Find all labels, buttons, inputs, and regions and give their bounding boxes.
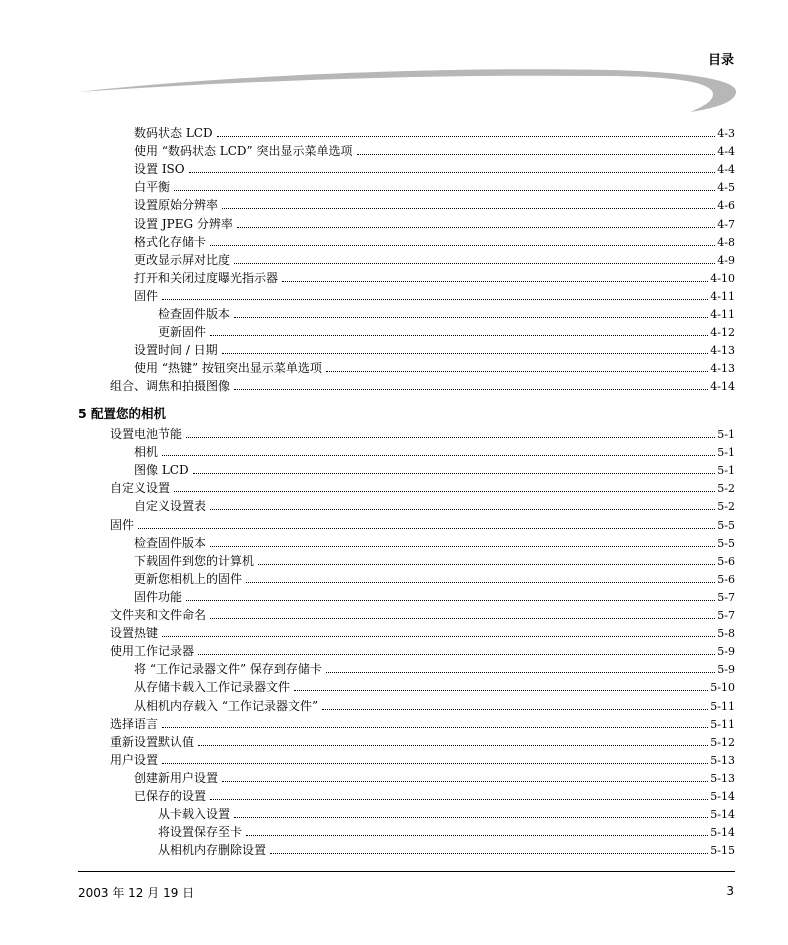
- footer-page-number: 3: [726, 884, 734, 898]
- toc-leader-dots: [222, 781, 708, 782]
- toc-entry[interactable]: [110, 606, 735, 624]
- toc-entry[interactable]: [134, 461, 735, 479]
- toc-entry[interactable]: [110, 715, 735, 733]
- toc-entry[interactable]: [158, 805, 735, 823]
- toc-entry-label: 设置 JPEG 分辨率: [134, 216, 233, 231]
- toc-entry-page: 5-1: [717, 464, 735, 478]
- toc-leader-dots: [162, 727, 708, 728]
- toc-entry[interactable]: [134, 196, 735, 214]
- toc-entry-label: 更新固件: [158, 325, 207, 340]
- toc-leader-dots: [282, 281, 708, 282]
- toc-entry-label: 将设置保存至卡: [158, 825, 243, 840]
- toc-leader-dots: [138, 528, 715, 529]
- toc-leader-dots: [326, 672, 715, 673]
- toc-entry[interactable]: [134, 588, 735, 606]
- toc-entry-page: 5-9: [717, 663, 735, 677]
- toc-leader-dots: [174, 491, 715, 492]
- toc-entry-page: 4-8: [717, 235, 735, 249]
- toc-entry[interactable]: [134, 359, 735, 377]
- toc-leader-dots: [162, 636, 715, 637]
- toc-entry-page: 4-10: [710, 271, 735, 285]
- toc-leader-dots: [322, 709, 708, 710]
- toc-entry-label: 固件: [110, 517, 135, 532]
- toc-entry[interactable]: [134, 787, 735, 805]
- toc-entry-label: 文件夹和文件命名: [110, 608, 207, 622]
- toc-entry-page: 4-6: [717, 199, 735, 213]
- toc-entry-label: 使用工作记录器: [110, 644, 195, 659]
- toc-leader-dots: [294, 690, 708, 691]
- toc-leader-dots: [210, 335, 708, 336]
- toc-entry-label: 创建新用户设置: [134, 770, 219, 785]
- toc-entry[interactable]: [110, 479, 735, 497]
- toc-entry[interactable]: [134, 697, 735, 715]
- toc-entry-page: 5-1: [717, 446, 735, 460]
- toc-entry-page: 4-4: [717, 163, 735, 177]
- toc-entry-label: 图像 LCD: [134, 463, 189, 478]
- toc-entry-label: 设置时间 / 日期: [134, 343, 218, 358]
- toc-entry[interactable]: [134, 443, 735, 461]
- toc-entry[interactable]: [134, 178, 735, 196]
- toc-entry-page: 5-9: [717, 645, 735, 659]
- toc-entry[interactable]: [134, 251, 735, 269]
- toc-entry-label: 更新您相机上的固件: [134, 571, 243, 586]
- toc-entry[interactable]: [134, 570, 735, 588]
- toc-entry-page: 5-2: [717, 482, 735, 496]
- toc-entry[interactable]: [110, 624, 735, 642]
- toc-entry[interactable]: [158, 841, 735, 859]
- toc-entry-page: 5-7: [717, 590, 735, 604]
- toc-entry-page: 4-4: [717, 145, 735, 159]
- toc-entry-page: 5-13: [710, 753, 735, 767]
- toc-entry-page: 5-7: [717, 609, 735, 622]
- toc-leader-dots: [326, 371, 708, 372]
- toc-leader-dots: [186, 600, 715, 601]
- toc-entry[interactable]: [110, 377, 735, 395]
- toc-entry-label: 将 “工作记录器文件” 保存到存储卡: [134, 662, 322, 677]
- toc-leader-dots: [246, 835, 708, 836]
- toc-entry-label: 固件: [134, 288, 159, 303]
- toc-entry-label: 相机: [134, 445, 159, 460]
- toc-entry-page: 4-13: [710, 362, 735, 376]
- toc-leader-dots: [234, 817, 708, 818]
- toc-entry-page: 4-11: [710, 289, 735, 303]
- toc-entry[interactable]: [158, 305, 735, 323]
- toc-entry[interactable]: [110, 642, 735, 660]
- header-swoosh-graphic: [0, 0, 788, 120]
- toc-leader-dots: [210, 799, 708, 800]
- toc-entry-page: 4-5: [717, 181, 735, 195]
- footer-rule: [78, 871, 735, 872]
- toc-entry-page: 4-9: [717, 253, 735, 267]
- toc-entry-label: 从存储卡载入工作记录器文件: [134, 680, 291, 695]
- toc-leader-dots: [198, 745, 708, 746]
- toc-entry-label: 设置 ISO: [134, 162, 185, 177]
- toc-entry-page: 5-5: [717, 518, 735, 532]
- toc-leader-dots: [210, 245, 715, 246]
- toc-entry-label: 检查固件版本: [134, 535, 207, 550]
- toc-entry-page: 5-14: [710, 808, 735, 822]
- toc-leader-dots: [222, 353, 709, 354]
- toc-entry-page: 5-6: [717, 572, 735, 586]
- toc-leader-dots: [198, 654, 715, 655]
- toc-leader-dots: [162, 455, 715, 456]
- toc-entry-page: 4-3: [717, 127, 735, 140]
- toc-entry-label: 数码状态 LCD: [134, 126, 213, 140]
- toc-entry-page: 5-11: [710, 699, 735, 713]
- toc-entry-label: 打开和关闭过度曝光指示器: [134, 270, 279, 285]
- toc-leader-dots: [189, 172, 716, 173]
- toc-entry-page: 5-12: [710, 735, 735, 749]
- toc-entry-label: 使用 “热键” 按钮突出显示菜单选项: [134, 361, 322, 376]
- toc-entry[interactable]: [134, 534, 735, 552]
- toc-entry-label: 使用 “数码状态 LCD” 突出显示菜单选项: [134, 144, 353, 159]
- toc-entry-page: 5-13: [710, 771, 735, 785]
- toc-entry-label: 设置热键: [110, 626, 159, 641]
- toc-entry[interactable]: [134, 497, 735, 515]
- toc-leader-dots: [162, 299, 708, 300]
- toc-leader-dots: [258, 564, 715, 565]
- toc-entry[interactable]: [134, 142, 735, 160]
- page-header-title: 目录: [707, 53, 734, 68]
- toc-entry[interactable]: [110, 516, 735, 534]
- toc-entry[interactable]: [134, 341, 735, 359]
- toc-leader-dots: [234, 317, 708, 318]
- toc-leader-dots: [174, 190, 715, 191]
- toc-entry-label: 从相机内存载入 “工作记录器文件”: [134, 698, 319, 713]
- toc-entry[interactable]: [134, 287, 735, 305]
- toc-entry-page: 4-11: [710, 308, 735, 321]
- toc-entry-label: 格式化存储卡: [134, 234, 207, 249]
- toc-entry-label: 白平衡: [134, 180, 171, 195]
- toc-entry-page: 4-7: [717, 217, 735, 231]
- toc-leader-dots: [210, 509, 715, 510]
- toc-entry-label: 从相机内存删除设置: [158, 843, 267, 858]
- toc-entry[interactable]: [110, 733, 735, 751]
- toc-entry-label: 已保存的设置: [134, 789, 207, 803]
- toc-entry[interactable]: [134, 769, 735, 787]
- toc-entry-label: 选择语言: [110, 716, 159, 731]
- toc-entry-label: 更改显示屏对比度: [134, 252, 231, 267]
- toc-entry-page: 4-14: [710, 380, 735, 394]
- toc-entry[interactable]: [134, 160, 735, 178]
- toc-entry-page: 5-5: [717, 536, 735, 550]
- toc-entry-page: 5-11: [710, 717, 735, 731]
- toc-leader-dots: [234, 263, 715, 264]
- toc-leader-dots: [210, 618, 715, 619]
- toc-entry-page: 5-15: [710, 844, 735, 858]
- toc-leader-dots: [222, 208, 715, 209]
- toc-entry[interactable]: [134, 233, 735, 251]
- toc-entry[interactable]: [134, 269, 735, 287]
- toc-entry[interactable]: [110, 751, 735, 769]
- toc-entry[interactable]: [134, 660, 735, 678]
- footer-date: 2003 年 12 月 19 日: [78, 886, 195, 900]
- toc-leader-dots: [357, 154, 716, 155]
- toc-entry-page: 5-14: [710, 790, 735, 803]
- toc-leader-dots: [270, 853, 708, 854]
- toc-entry[interactable]: [134, 215, 735, 233]
- toc-entry[interactable]: [110, 425, 735, 443]
- toc-entry[interactable]: [158, 323, 735, 341]
- toc-leader-dots: [162, 763, 708, 764]
- toc-entry-label: 用户设置: [110, 752, 159, 767]
- chapter-heading: 5 配置您的相机: [78, 406, 167, 421]
- toc-leader-dots: [186, 437, 715, 438]
- toc-leader-dots: [217, 136, 716, 137]
- toc-leader-dots: [234, 389, 708, 390]
- toc-entry-page: 5-14: [710, 826, 735, 840]
- toc-leader-dots: [210, 546, 715, 547]
- toc-entry-label: 检查固件版本: [158, 307, 231, 321]
- toc-entry-page: 5-6: [717, 554, 735, 568]
- toc-entry-page: 4-13: [710, 344, 735, 358]
- toc-entry-label: 设置原始分辨率: [134, 198, 219, 213]
- toc-entry-label: 固件功能: [134, 589, 183, 604]
- toc-entry-label: 自定义设置表: [134, 499, 207, 514]
- toc-entry[interactable]: [134, 678, 735, 696]
- toc-entry[interactable]: [134, 552, 735, 570]
- toc-entry-page: 5-10: [710, 681, 735, 695]
- toc-entry-page: 5-2: [717, 500, 735, 514]
- toc-entry-label: 重新设置默认值: [110, 734, 195, 749]
- toc-entry-label: 组合、调焦和拍摄图像: [110, 379, 231, 394]
- toc-entry[interactable]: [158, 823, 735, 841]
- toc-leader-dots: [193, 473, 716, 474]
- toc-entry-label: 设置电池节能: [110, 427, 183, 441]
- toc-entry-page: 5-8: [717, 627, 735, 641]
- toc-entry-label: 从卡载入设置: [158, 807, 231, 822]
- toc-entry[interactable]: [134, 124, 735, 142]
- toc-leader-dots: [246, 582, 715, 583]
- toc-entry-label: 自定义设置: [110, 481, 171, 496]
- toc-leader-dots: [237, 227, 715, 228]
- toc-entry-label: 下载固件到您的计算机: [134, 553, 255, 568]
- toc-entry-page: 4-12: [710, 326, 735, 340]
- toc-entry-page: 5-1: [717, 428, 735, 441]
